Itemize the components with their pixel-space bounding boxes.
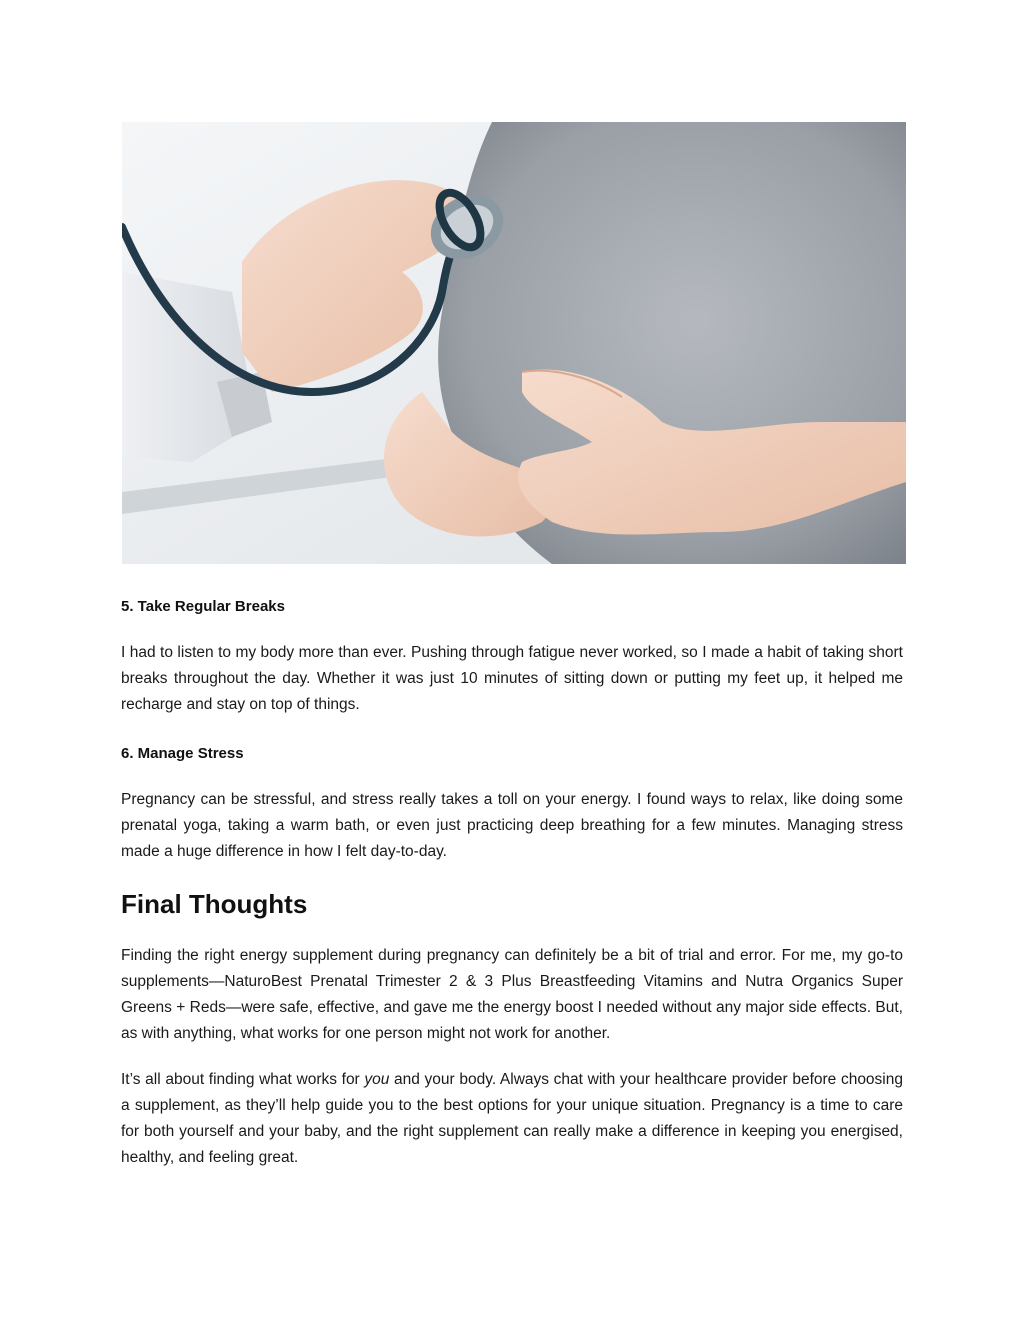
section-heading-stress: 6. Manage Stress [121,745,244,762]
paragraph-2-end: and your body. Always chat with your healthcare provider before choosing a supplement, as they’ll help guide you to the best options for your unique situation. Pregnancy is a time to care for both yourself and your baby, and the right supplement can really make a difference in keeping you energised, healthy, and feeling great. [121,1071,903,1166]
section-body-breaks: I had to listen to my body more than ever. Pushing through fatigue never worked, so I made a habit of taking short breaks throughout the day. Whether it was just 10 minutes of sitting down or putting my feet up, it helped me recharge and stay on top of things. [121,644,903,713]
final-thoughts-heading: Final Thoughts [121,889,308,919]
section-body-stress: Pregnancy can be stressful, and stress really takes a toll on your energy. I found ways to relax, like doing some prenatal yoga, taking a warm bath, or even just practicing deep breathing for a few minutes. Managing stress made a huge difference in how I felt day-to-day. [121,791,903,860]
final-thoughts-paragraph-2 [121,1067,903,1171]
paragraph-2-emphasis: you [364,1071,390,1088]
stethoscope-belly-illustration [122,122,906,564]
final-thoughts-paragraph-1: Finding the right energy supplement during pregnancy can definitely be a bit of trial and error. For me, my go-to supplements—NaturoBest Prenatal Trimester 2 & 3 Plus Breastfeeding Vitamins and Nutra Organics Super Greens + Reds—were safe, effective, and gave me the energy boost I needed without any major side effects. But, as with anything, what works for one person might not work for another. [121,947,903,1042]
paragraph-2-start: It’s all about finding what works for [121,1071,365,1088]
pregnancy-checkup-photo [122,122,906,564]
section-heading-breaks: 5. Take Regular Breaks [121,598,285,615]
